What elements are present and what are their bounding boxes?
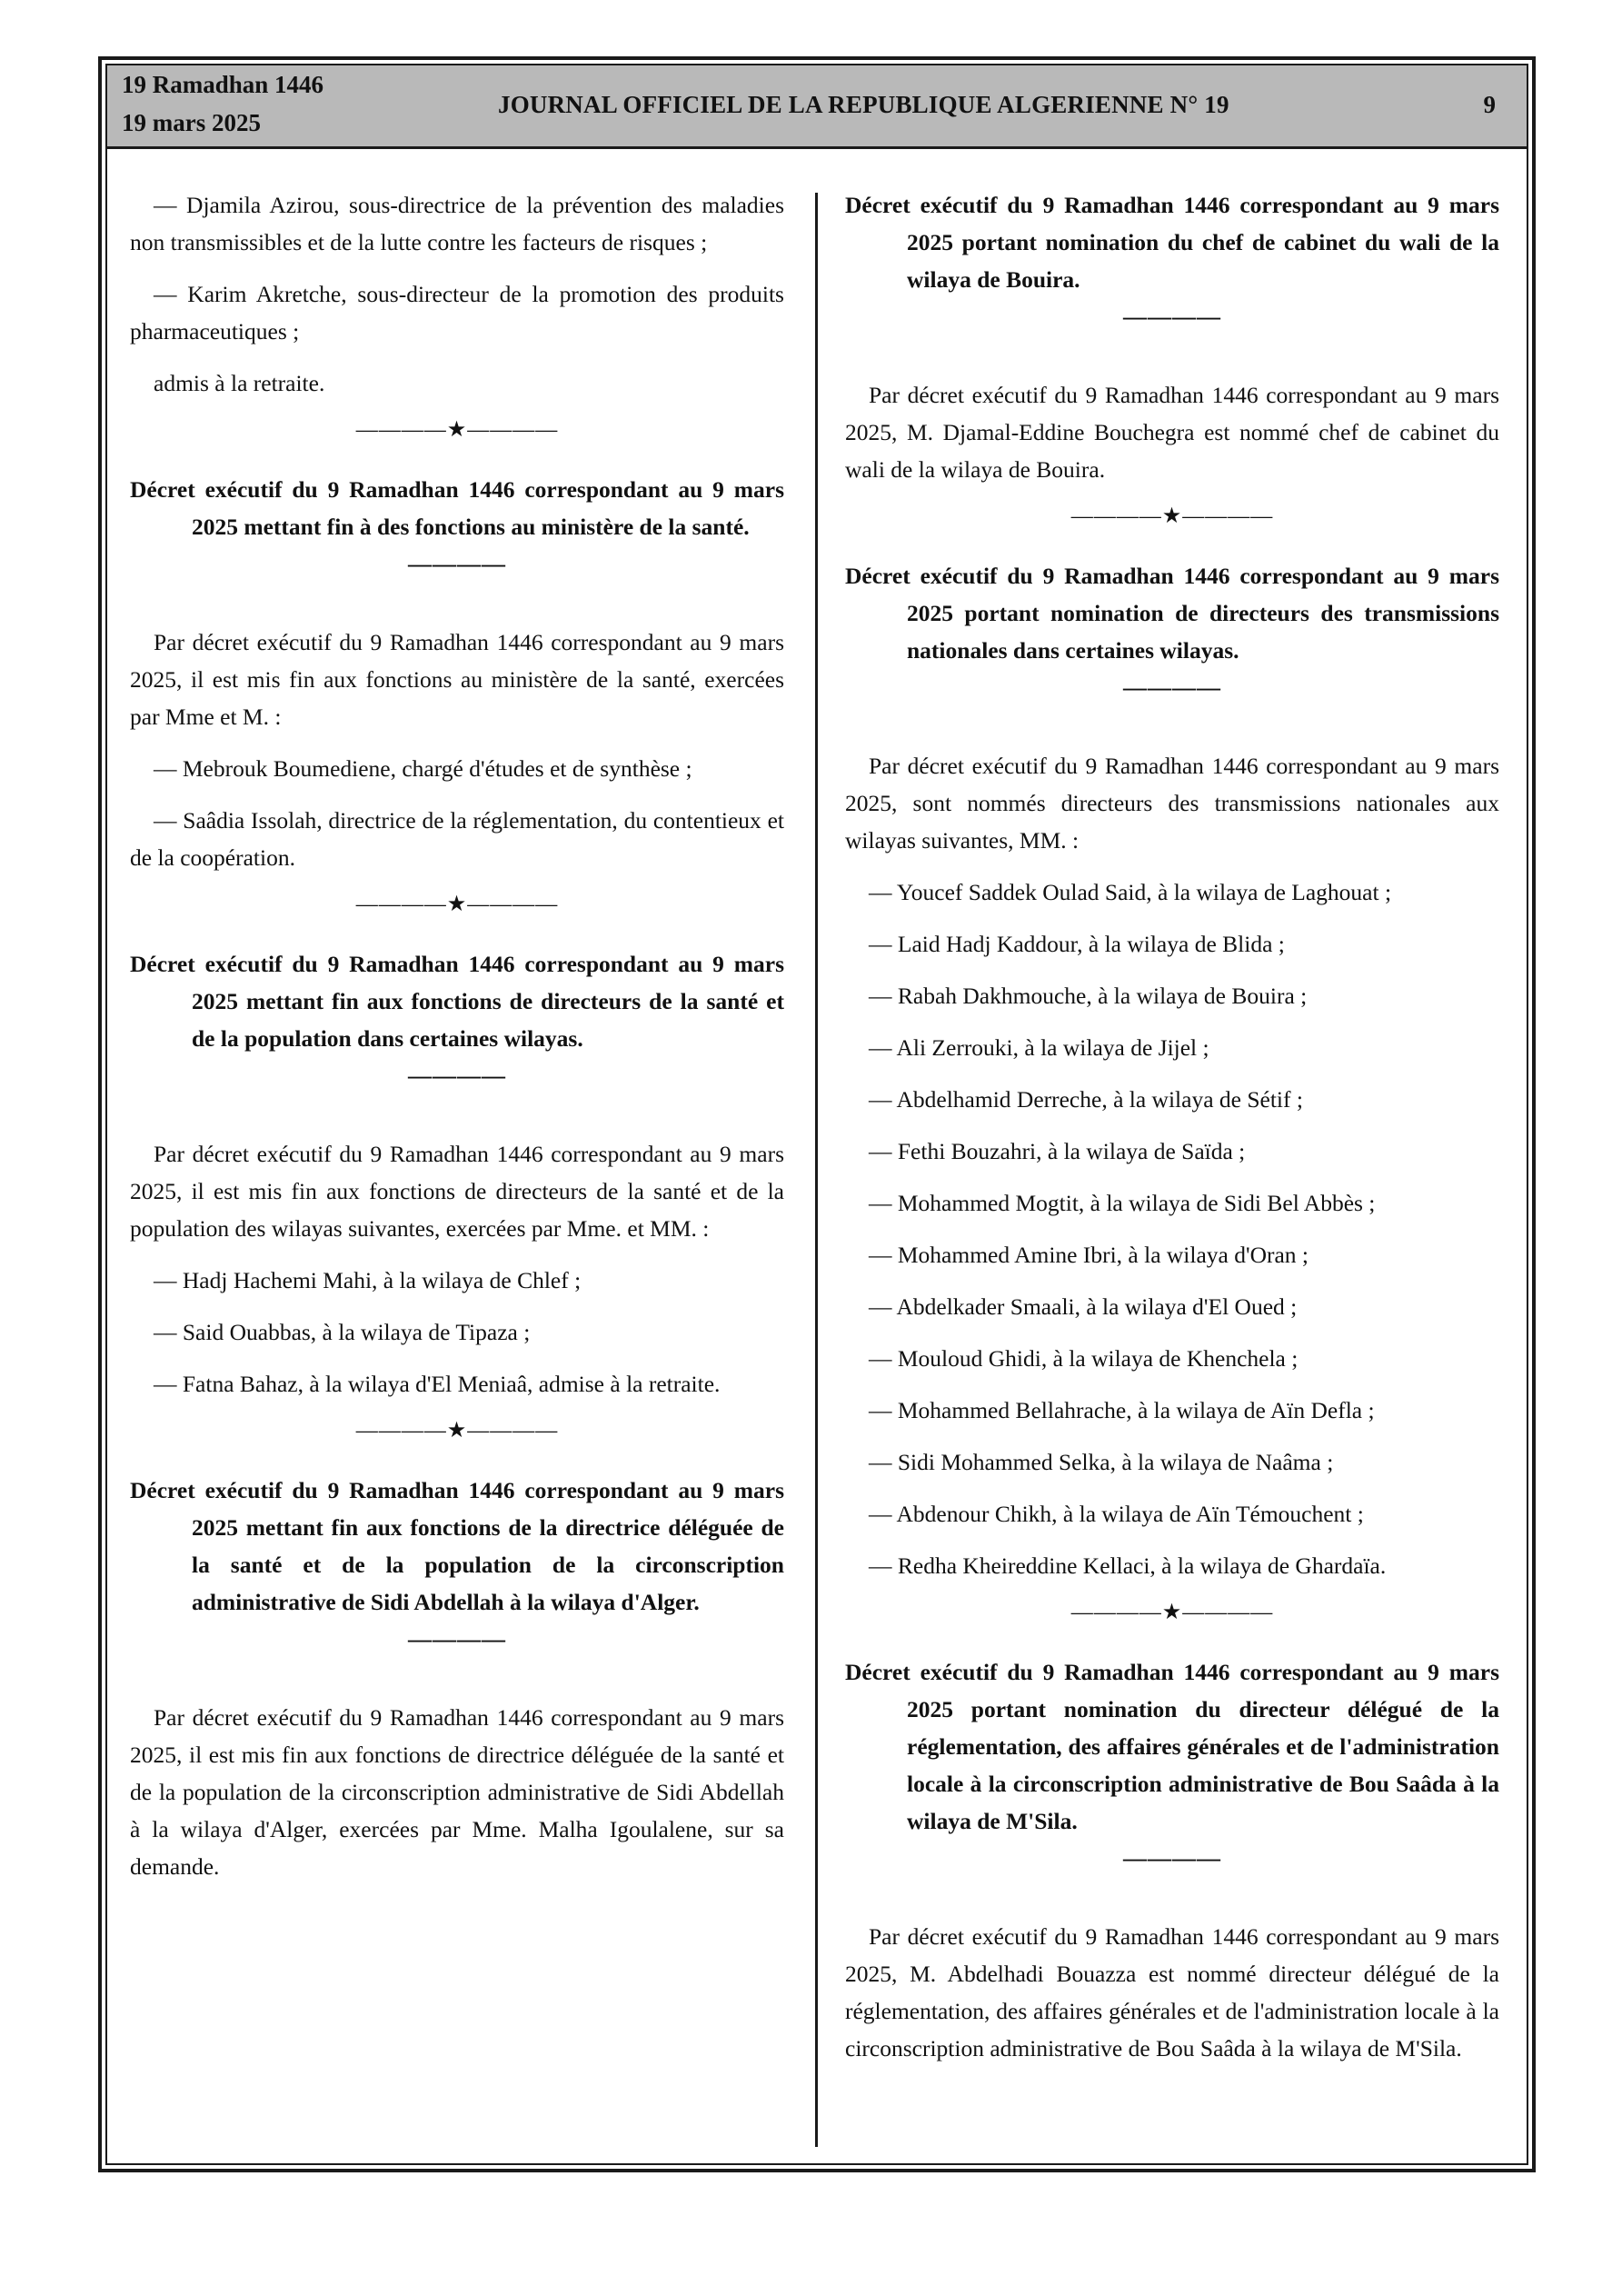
closing-line: admis à la retraite. [154, 370, 325, 396]
list-item: — Sidi Mohammed Selka, à la wilaya de Naâma ; [869, 1449, 1334, 1475]
decree-title: Décret exécutif du 9 Ramadhan 1446 correspondant au 9 mars 2025 portant nomination de directeurs des transmissions nationales dans certaines wilayas. [845, 563, 1499, 664]
list-item: — Abdenour Chikh, à la wilaya de Aïn Témouchent ; [869, 1501, 1364, 1527]
list-item: — Djamila Azirou, sous-directrice de la prévention des maladies non transmissibles et de la lutte contre les facteurs de risques ; [130, 192, 784, 255]
list-item: — Fethi Bouzahri, à la wilaya de Saïda ; [869, 1138, 1246, 1164]
dash-separator: ———— [408, 1063, 506, 1089]
list-item: — Mouloud Ghidi, à la wilaya de Khenchela ; [869, 1345, 1299, 1372]
decree-body: Par décret exécutif du 9 Ramadhan 1446 correspondant au 9 mars 2025, sont nommés directeurs des transmissions nationales aux wilayas suivantes, MM. : [845, 753, 1499, 854]
star-separator: ————★———— [1070, 1601, 1274, 1624]
list-item: — Abdelkader Smaali, à la wilaya d'El Oued ; [869, 1293, 1298, 1320]
list-item: — Hadj Hachemi Mahi, à la wilaya de Chlef ; [154, 1267, 582, 1293]
list-item: — Youcef Saddek Oulad Said, à la wilaya de Laghouat ; [869, 879, 1392, 905]
star-separator: ————★———— [1070, 504, 1274, 528]
dash-separator: ———— [1123, 304, 1221, 330]
list-item: — Ali Zerrouki, à la wilaya de Jijel ; [869, 1034, 1209, 1061]
list-item: — Mohammed Amine Ibri, à la wilaya d'Oran ; [869, 1242, 1309, 1268]
list-item: — Said Ouabbas, à la wilaya de Tipaza ; [154, 1319, 531, 1345]
list-item: — Saâdia Issolah, directrice de la réglementation, du contentieux et de la coopération. [130, 807, 784, 871]
decree-body: Par décret exécutif du 9 Ramadhan 1446 correspondant au 9 mars 2025, il est mis fin aux fonctions au ministère de la santé, exercées par Mme et M. : [130, 629, 784, 730]
decree-title: Décret exécutif du 9 Ramadhan 1446 correspondant au 9 mars 2025 mettant fin aux fonctions de directeurs de la santé et de la population dans certaines wilayas. [130, 951, 784, 1052]
dash-separator: ———— [1123, 674, 1221, 701]
decree-title: Décret exécutif du 9 Ramadhan 1446 correspondant au 9 mars 2025 portant nomination du directeur délégué de la réglementation, des affaires générales et de l'administration locale à la circonscription administrative de Bou Saâda à la wilaya de M'Sila. [845, 1659, 1499, 1834]
left-column [130, 186, 784, 1900]
star-separator: ————★———— [355, 893, 559, 916]
decree-body: Par décret exécutif du 9 Ramadhan 1446 correspondant au 9 mars 2025, M. Abdelhadi Bouazza est nommé directeur délégué de la réglementation, des affaires générales et de l'administration locale à la circonscription administrative de Bou Saâda à la wilaya de M'Sila. [845, 1923, 1499, 2061]
list-item: — Mohammed Mogtit, à la wilaya de Sidi Bel Abbès ; [869, 1190, 1376, 1216]
page-number: 9 [1483, 91, 1496, 118]
list-item: — Mohammed Bellahrache, à la wilaya de Aïn Defla ; [869, 1397, 1375, 1423]
header-hijri-date: 19 Ramadhan 1446 [122, 71, 324, 98]
journal-header [107, 65, 1527, 149]
column-divider [815, 193, 818, 2147]
decree-title: Décret exécutif du 9 Ramadhan 1446 correspondant au 9 mars 2025 mettant fin à des fonctions au ministère de la santé. [130, 476, 784, 540]
dash-separator: ———— [408, 551, 506, 577]
journal-title: JOURNAL OFFICIEL DE LA REPUBLIQUE ALGERIENNE N° 19 [498, 91, 1229, 118]
decree-body: Par décret exécutif du 9 Ramadhan 1446 correspondant au 9 mars 2025, il est mis fin aux fonctions de directrice déléguée de la santé et de la population de la circonscription administrative de Sidi Abdellah à la wilaya d'Alger, exercées par Mme. Malha Igoulalene, sur sa demande. [130, 1704, 784, 1880]
star-separator: ————★———— [355, 1419, 559, 1442]
list-item: — Rabah Dakhmouche, à la wilaya de Bouira ; [869, 983, 1308, 1009]
list-item: — Karim Akretche, sous-directeur de la promotion des produits pharmaceutiques ; [130, 281, 784, 344]
list-item: — Mebrouk Boumediene, chargé d'études et de synthèse ; [154, 755, 692, 782]
right-column [845, 186, 1499, 2081]
header-gregorian-date: 19 mars 2025 [122, 109, 261, 136]
dash-separator: ———— [408, 1626, 506, 1652]
list-item: — Laid Hadj Kaddour, à la wilaya de Blida ; [869, 931, 1285, 957]
decree-title: Décret exécutif du 9 Ramadhan 1446 correspondant au 9 mars 2025 mettant fin aux fonctions de la directrice déléguée de la santé et de la population de la circonscription administrative de Sidi Abdellah à la wilaya d'Alger. [130, 1477, 784, 1615]
list-item: — Fatna Bahaz, à la wilaya d'El Meniaâ, admise à la retraite. [154, 1371, 721, 1397]
decree-title: Décret exécutif du 9 Ramadhan 1446 correspondant au 9 mars 2025 portant nomination du chef de cabinet du wali de la wilaya de Bouira. [845, 192, 1499, 293]
decree-body: Par décret exécutif du 9 Ramadhan 1446 correspondant au 9 mars 2025, il est mis fin aux fonctions de directeurs de la santé et de la population des wilayas suivantes, exercées par Mme. et MM. : [130, 1141, 784, 1242]
list-item: — Redha Kheireddine Kellaci, à la wilaya de Ghardaïa. [869, 1552, 1387, 1579]
decree-body: Par décret exécutif du 9 Ramadhan 1446 correspondant au 9 mars 2025, M. Djamal-Eddine Bouchegra est nommé chef de cabinet du wali de la wilaya de Bouira. [845, 382, 1499, 483]
dash-separator: ———— [1123, 1845, 1221, 1872]
list-item: — Abdelhamid Derreche, à la wilaya de Sétif ; [869, 1086, 1303, 1113]
star-separator: ————★———— [355, 418, 559, 442]
